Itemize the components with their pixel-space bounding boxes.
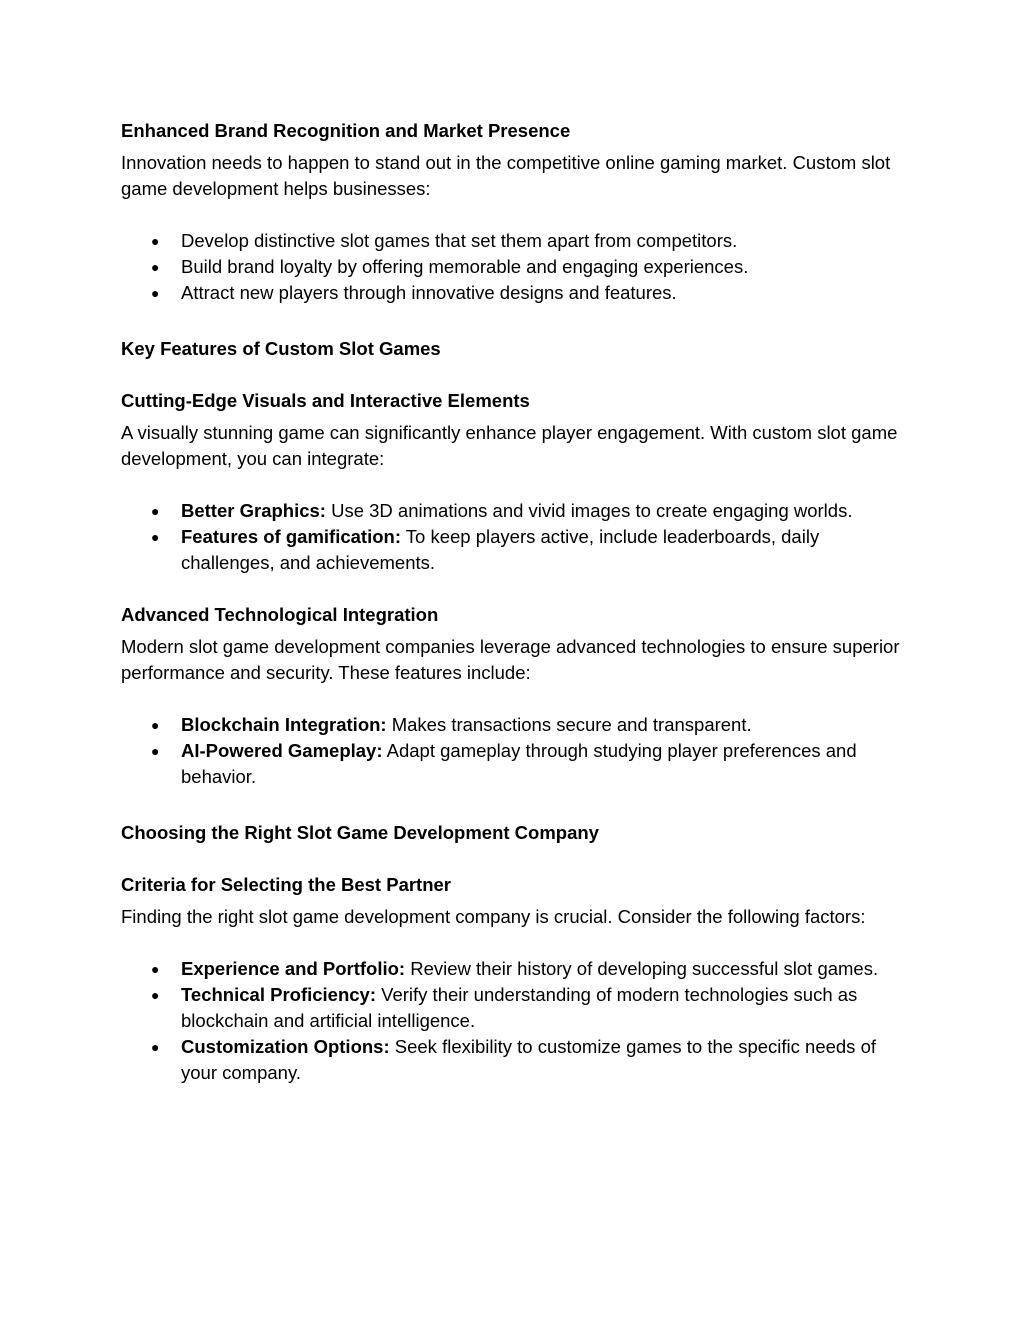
list-item-lead: Features of gamification: <box>181 526 401 547</box>
section-paragraph: Modern slot game development companies leverage advanced technologies to ensure superior performance and security. These features include: <box>121 636 900 683</box>
list-item-text: Review their history of developing successful slot games. <box>405 958 879 979</box>
bullet-icon: ● <box>151 1039 160 1055</box>
list-item-text: Verify their understanding of modern technologies such as blockchain and artificial intelligence. <box>181 984 858 1031</box>
section-heading: Enhanced Brand Recognition and Market Presence <box>121 120 571 141</box>
list-item-text: Develop distinctive slot games that set them apart from competitors. <box>181 230 738 251</box>
bullet-list <box>121 498 906 576</box>
subsection-heading: Cutting-Edge Visuals and Interactive Elements <box>121 390 530 411</box>
list-item-text: Attract new players through innovative designs and features. <box>181 282 677 303</box>
list-item <box>151 956 906 982</box>
subsection-heading: Criteria for Selecting the Best Partner <box>121 874 452 895</box>
list-item-text: Adapt gameplay through studying player preferences and behavior. <box>181 740 857 787</box>
bullet-list <box>121 228 906 306</box>
section-heading: Choosing the Right Slot Game Development Company <box>121 822 599 843</box>
list-item <box>151 738 906 790</box>
section-paragraph: A visually stunning game can significantly enhance player engagement. With custom slot game development, you can integrate: <box>121 422 898 469</box>
list-item <box>151 1034 906 1086</box>
bullet-list <box>121 956 906 1086</box>
subsection-heading: Advanced Technological Integration <box>121 604 439 625</box>
list-item <box>151 712 906 738</box>
list-item-text: To keep players active, include leaderboards, daily challenges, and achievements. <box>181 526 820 573</box>
list-item <box>151 280 906 306</box>
bullet-icon: ● <box>151 717 160 733</box>
list-item-text: Build brand loyalty by offering memorable and engaging experiences. <box>181 256 749 277</box>
list-item-lead: Experience and Portfolio: <box>181 958 406 979</box>
bullet-icon: ● <box>151 503 160 519</box>
list-item-text: Makes transactions secure and transparent. <box>386 714 752 735</box>
list-item-text: Seek flexibility to customize games to the specific needs of your company. <box>181 1036 876 1083</box>
bullet-icon: ● <box>151 529 160 545</box>
list-item <box>151 228 906 254</box>
bullet-icon: ● <box>151 743 160 759</box>
list-item-lead: Blockchain Integration: <box>181 714 387 735</box>
bullet-list <box>121 712 906 790</box>
bullet-icon: ● <box>151 233 160 249</box>
list-item <box>151 498 906 524</box>
bullet-icon: ● <box>151 961 160 977</box>
list-item <box>151 982 906 1034</box>
section-paragraph: Finding the right slot game development company is crucial. Consider the following factors: <box>121 906 866 927</box>
bullet-icon: ● <box>151 987 160 1003</box>
section-paragraph: Innovation needs to happen to stand out in the competitive online gaming market. Custom slot game development helps businesses: <box>121 152 891 199</box>
list-item-lead: AI-Powered Gameplay: <box>181 740 383 761</box>
list-item-text: Use 3D animations and vivid images to create engaging worlds. <box>325 500 853 521</box>
list-item <box>151 524 906 576</box>
list-item-lead: Technical Proficiency: <box>181 984 376 1005</box>
section-heading: Key Features of Custom Slot Games <box>121 338 441 359</box>
bullet-icon: ● <box>151 259 160 275</box>
list-item <box>151 254 906 280</box>
list-item-lead: Better Graphics: <box>181 500 326 521</box>
list-item-lead: Customization Options: <box>181 1036 390 1057</box>
bullet-icon: ● <box>151 285 160 301</box>
